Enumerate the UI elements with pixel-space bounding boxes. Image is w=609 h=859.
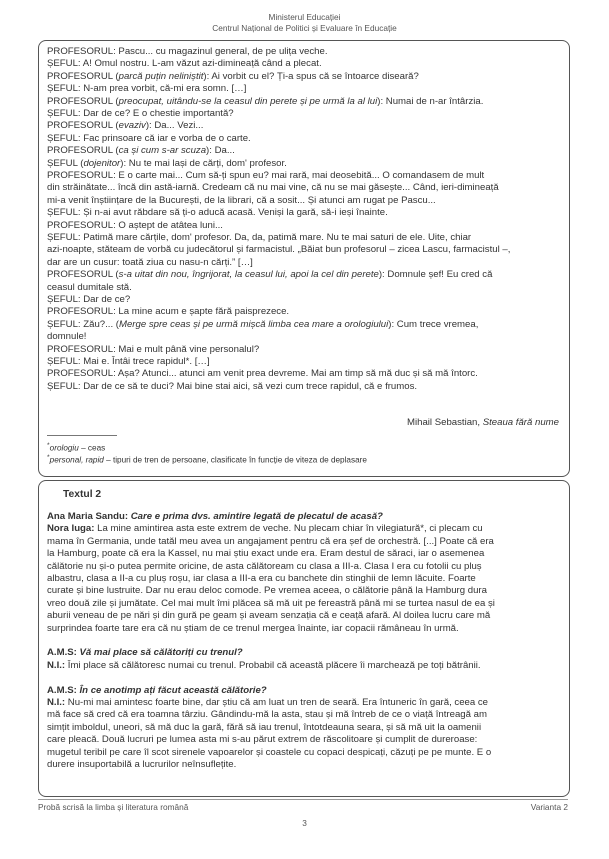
text-1-text-span: ȘEFUL: A! Omul nostru. L-am văzut azi-dimineață când a plecat. bbox=[47, 58, 322, 70]
ministry-name: Ministerul Educației bbox=[268, 12, 341, 22]
text-1-text-span: din străinătate... încă din astă-iarnă. Credeam că nu mai vine, că nu se mai găsește... Când, ieri-dimineață bbox=[47, 182, 499, 194]
text-1-text-span: ): Cum trece vremea, bbox=[388, 318, 479, 330]
text-2-line bbox=[47, 722, 481, 733]
text-2-line bbox=[47, 548, 484, 559]
text-2-line bbox=[47, 561, 482, 572]
text-1-line bbox=[47, 319, 478, 330]
text-2-text-span: Nora Iuga: bbox=[47, 523, 98, 535]
footnote-1-definition: – ceas bbox=[78, 443, 106, 453]
text-2-line bbox=[47, 511, 383, 522]
text-1-line bbox=[47, 182, 499, 193]
text-1-text-span: ȘEFUL: Zău?... ( bbox=[47, 318, 119, 330]
text-1-text-span: evaziv bbox=[118, 120, 146, 132]
text-2-text-span: La mine amintirea asta este extrem de veche. Nu plecam chiar în vilegiatură*, ci plecam cu bbox=[97, 523, 483, 535]
text-2-line bbox=[47, 709, 487, 720]
text-2-text-span: aburii veneau de pe nări și din gură pe geam și aveam senzația că e ceață afară. Al doilea lucru care mă bbox=[47, 610, 491, 622]
text-1-line bbox=[47, 207, 388, 218]
text-2-line bbox=[47, 623, 459, 634]
text-1-text-span: ȘEFUL: Dar de ce? bbox=[47, 294, 131, 305]
text-1-text-span: ȘEFUL: Și n-ai avut răbdare să ți-o aducă acasă. Veniși la gară, să-i ieși înainte. bbox=[47, 207, 388, 219]
document-header bbox=[0, 12, 609, 34]
text-1-text-span: PROFESORUL: La mine acum e șapte fără paisprezece. bbox=[47, 306, 290, 318]
text-1-line bbox=[47, 83, 246, 94]
footnote-1-term: orologiu bbox=[49, 443, 79, 453]
text-1-text-span: domnule! bbox=[47, 331, 87, 343]
text-2-text-span: la Hamburg, poate că era la Kassel, nu mai știu exact unde era. Eram destul de săraci, iar o asemenea bbox=[47, 548, 485, 560]
text-2-text-span: călătorie nu și-o putea permite oricine, de asta călătoream cu clasa a III-a. Clasa I era cu fotolii cu pluș bbox=[47, 560, 482, 572]
text-2-text-span: surprindea foarte tare era că nu știam de ce trenul mergea înainte, iar copacii rămâneau în urmă. bbox=[47, 622, 459, 634]
text-2-text-span: simțit imboldul, uneori, să mă duc la gară, fără să iau trenul, întotdeauna seara, și să mă uit la oamenii bbox=[47, 721, 482, 733]
text-1-line bbox=[47, 170, 484, 181]
text-1-line bbox=[47, 133, 251, 144]
text-1-text-span: ȘEFUL: Dar de ce? E o chestie importantă? bbox=[47, 108, 234, 119]
text-1-line bbox=[47, 244, 510, 255]
footnote-separator bbox=[47, 435, 117, 436]
text-1-line bbox=[47, 282, 132, 293]
text-2-title: Textul 2 bbox=[63, 489, 102, 500]
text-1-text-span: PROFESORUL: Pascu... cu magazinul general, de pe ulița veche. bbox=[47, 46, 328, 57]
text-1-text-span: ȘEFUL: Dar de ce să te duci? Mai bine stai aici, să vezi cum trece rapidul, că e frumos. bbox=[47, 380, 418, 392]
text-2-text-span: A.M.S: bbox=[47, 684, 80, 696]
text-2-text-span: Nu-mi mai amintesc foarte bine, dar știu că am luat un tren de seară. Era întuneric în gară, ceea ce bbox=[67, 697, 488, 708]
source-author: Mihail Sebastian, bbox=[406, 417, 483, 428]
footer-exam-name: Probă scrisă la limba și literatura română bbox=[38, 802, 189, 812]
text-2-line bbox=[47, 734, 477, 745]
text-1-text-span: dar are un cusur: toată ziua cu nasu-n cărți.” […] bbox=[47, 256, 253, 268]
text-2-text-span: mă face să cred că era toamna târziu. Gândindu-mă la asta, stau și mă întreb de ce o viață întreagă am bbox=[47, 709, 487, 721]
text-1-line bbox=[47, 381, 417, 392]
text-1-text-span: ca și cum s-ar scuza bbox=[118, 145, 207, 157]
text-2-text-span: mama în Germania, unde tatăl meu avea un angajament pentru că era șef de orchestră. [...] Poate că era bbox=[47, 535, 494, 547]
text-1-text-span: Merge spre ceas și pe urmă mișcă limba cea mare a orologiului bbox=[118, 318, 389, 330]
text-1-text-span: ): Ai vorbit cu el? Ți-a spus că se întoarce diseară? bbox=[203, 70, 419, 82]
text-1-line bbox=[47, 220, 223, 231]
text-1-line bbox=[47, 120, 203, 131]
text-1-line bbox=[47, 108, 234, 119]
text-1-text-span: PROFESORUL ( bbox=[47, 95, 119, 107]
text-2-line bbox=[47, 585, 487, 596]
text-1-text-span: parcă puțin neliniștit bbox=[118, 70, 204, 82]
footnote-2-term: personal, rapid bbox=[49, 455, 104, 465]
text-2-text-span: Ana Maria Sandu: bbox=[47, 511, 131, 522]
text-2-text-span: durere insuportabilă a lucrurilor neînsuflețite. bbox=[47, 759, 237, 770]
text-1-text-span: ): Numai de n-ar întârzia. bbox=[377, 95, 484, 107]
text-2-line bbox=[47, 610, 490, 621]
text-1-text-span: PROFESORUL ( bbox=[47, 70, 119, 82]
text-1-line bbox=[47, 257, 253, 268]
text-1-line bbox=[47, 195, 436, 206]
text-1-text-span: ): Domnule șef! Eu cred că bbox=[378, 269, 493, 281]
text-2-text-span: N.I.: bbox=[47, 659, 68, 671]
text-1-box bbox=[38, 40, 570, 477]
text-1-text-span: PROFESORUL: O aștept de atâtea luni... bbox=[47, 219, 223, 231]
text-1-text-span: ȘEFUL: N-am prea vorbit, că-mi era somn. […] bbox=[47, 83, 247, 95]
text-1-text-span: mi-a venit înștiințare de la București, de la librari, că a sosit... Și atunci am rugat pe Pascu... bbox=[47, 194, 436, 206]
text-1-line bbox=[47, 269, 492, 280]
text-1-text-span: ceasul dumitale stă. bbox=[47, 281, 132, 293]
text-1-text-span: s-a uitat din nou, îngrijorat, la ceasul lui, apoi la cel din perete bbox=[118, 269, 379, 281]
text-2-text-span: Care e prima dvs. amintire legată de plecatul de acasă? bbox=[130, 511, 383, 522]
footnote-2: *personal, rapid – tipuri de tren de persoane, clasificate în funcție de viteza de deplasare bbox=[47, 454, 367, 465]
text-1-line bbox=[47, 331, 86, 342]
text-1-text-span: preocupat, uitându-se la ceasul din perete și pe urmă la al lui bbox=[118, 95, 378, 107]
text-1-line bbox=[47, 294, 130, 305]
footnote-2-definition: – tipuri de tren de persoane, clasificate în funcție de viteza de deplasare bbox=[103, 455, 367, 465]
text-1-line bbox=[47, 158, 287, 169]
page-number: 3 bbox=[302, 818, 307, 828]
text-1-line bbox=[47, 232, 471, 243]
text-2-line bbox=[47, 598, 495, 609]
text-2-text-span: A.M.S: bbox=[47, 647, 80, 659]
footnote-1: *orologiu – ceas bbox=[47, 442, 106, 453]
text-2-text-span: curate și bine lustruite. Dar nu erau deloc comode. Pe vremea aceea, o călătorie până la Hamburg dura bbox=[47, 585, 487, 597]
text-1-text-span: ȘEFUL: Mai e. Întâi trece rapidul*. […] bbox=[47, 356, 210, 367]
text-1-line bbox=[47, 356, 210, 367]
text-1-text-span: ȘEFUL ( bbox=[47, 157, 84, 169]
text-2-text-span: Vă mai place să călătoriți cu trenul? bbox=[79, 647, 243, 659]
text-2-line bbox=[47, 647, 243, 658]
text-2-line bbox=[47, 536, 494, 547]
text-1-line bbox=[47, 96, 483, 107]
text-1-source bbox=[407, 417, 559, 428]
text-2-line bbox=[47, 685, 267, 696]
text-1-text-span: ): Da... bbox=[206, 145, 235, 157]
text-1-text-span: ȘEFUL: Patimă mare cărțile, dom' profesor. Da, da, patimă mare. Nu te mai saturi de ele. Uite, chiar bbox=[47, 232, 472, 243]
text-2-text-span: În ce anotimp ați făcut această călătorie? bbox=[79, 684, 267, 696]
text-1-text-span: PROFESORUL ( bbox=[47, 120, 119, 132]
text-2-text-span: N.I.: bbox=[47, 697, 68, 708]
text-1-text-span: PROFESORUL: Așa? Atunci... atunci am venit prea devreme. Mai am timp să mă duc și să mă întorc. bbox=[47, 368, 478, 380]
text-1-text-span: dojenitor bbox=[83, 157, 121, 169]
text-2-text-span: Îmi place să călătoresc numai cu trenul. Probabil că această plăcere îi marchează pe toți bătrânii. bbox=[67, 659, 481, 671]
text-1-text-span: PROFESORUL ( bbox=[47, 145, 119, 157]
text-2-text-span: albastru, clasa a II-a cu pluș roșu, iar clasa a III-a era cu banchete din stinghii de lemn lăcuite. Foarte bbox=[47, 573, 476, 584]
text-1-text-span: PROFESORUL: Mai e mult până vine personalul? bbox=[47, 343, 260, 355]
text-2-line bbox=[47, 759, 236, 770]
footer-rule bbox=[38, 799, 568, 800]
text-1-text-span: ȘEFUL: Fac prinsoare că iar e vorba de o carte. bbox=[47, 132, 251, 144]
text-2-line bbox=[47, 573, 476, 584]
text-1-line bbox=[47, 306, 289, 317]
text-1-line bbox=[47, 145, 235, 156]
text-2-text-span: care pleacă. Două lucruri pe lumea asta mi s-au părut extrem de răscolitoare și cumplit de dureroase: bbox=[47, 734, 478, 746]
text-2-text-span: vreo două zile și jumătate. Cel mai mult îmi plăcea să mă uit pe fereastră până mi se turtea nasul de ea și bbox=[47, 597, 495, 609]
text-2-line bbox=[47, 747, 491, 758]
text-2-box bbox=[38, 480, 570, 797]
text-1-line bbox=[47, 46, 328, 57]
source-work-title: Steaua fără nume bbox=[482, 417, 559, 428]
text-2-text-span: mugetul teribil pe care îl scot sirenele vapoarelor și coastele cu copaci despicați, căzuți pe pe munte. E o bbox=[47, 746, 492, 758]
text-1-line bbox=[47, 344, 259, 355]
footer-variant: Varianta 2 bbox=[530, 802, 568, 812]
center-name: Centrul Național de Politici și Evaluare în Educație bbox=[212, 23, 397, 33]
text-1-text-span: PROFESORUL ( bbox=[47, 269, 119, 281]
text-2-line bbox=[47, 697, 488, 708]
text-2-line bbox=[47, 523, 483, 534]
text-1-text-span: ): Nu te mai lași de cărți, dom' profesor. bbox=[120, 157, 287, 169]
text-1-text-span: azi-noapte, stăteam de vorbă cu judecătorul și farmacistul. „Băiat bun profesorul – zicea Lascu, farmacistul –, bbox=[47, 244, 511, 256]
text-1-line bbox=[47, 71, 419, 82]
text-1-text-span: ): Da... Vezi... bbox=[145, 120, 204, 132]
text-1-line bbox=[47, 368, 478, 379]
text-1-text-span: PROFESORUL: E o carte mai... Cum să-ți spun eu? mai rară, mai deosebită... O comandasem de mult bbox=[47, 170, 485, 181]
text-1-line bbox=[47, 58, 322, 69]
text-2-line bbox=[47, 660, 481, 671]
